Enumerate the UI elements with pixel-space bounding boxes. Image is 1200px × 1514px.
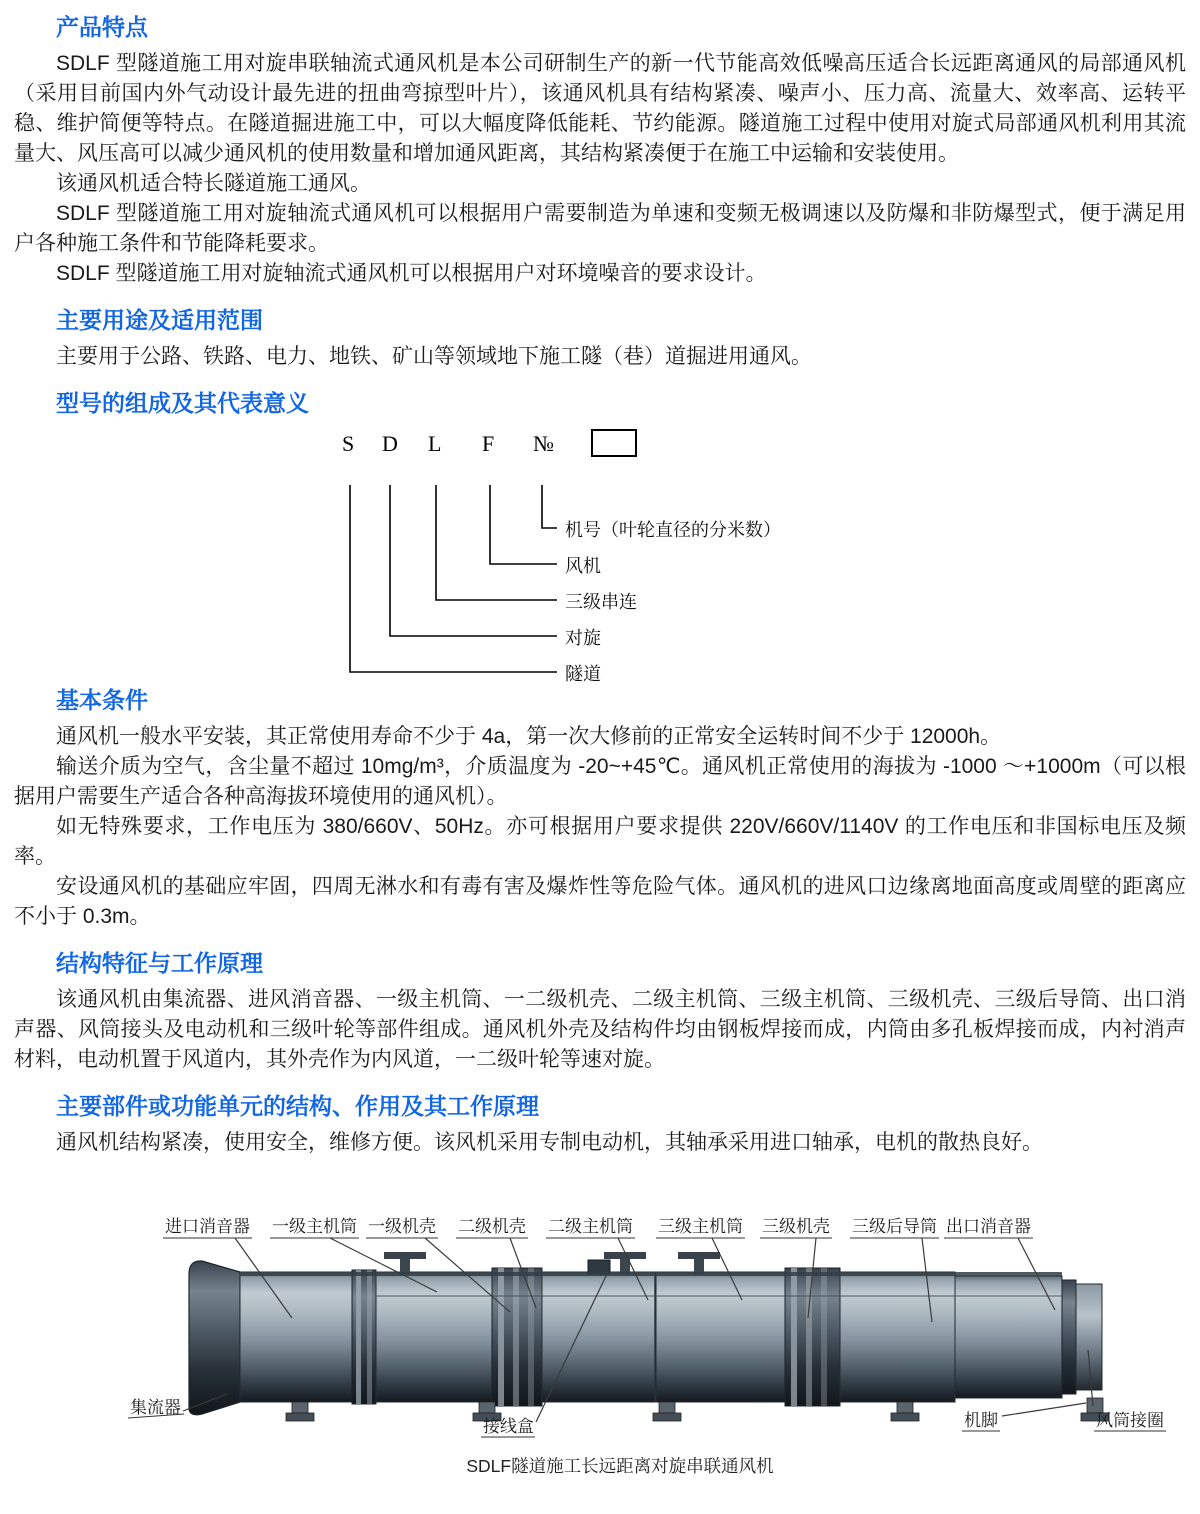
section-heading-parts: 主要部件或功能单元的结构、作用及其工作原理 (56, 1093, 539, 1119)
model-label-fan: 风机 (565, 556, 601, 576)
basics-paragraph-4: 安设通风机的基础应牢固，四周无淋水和有毒有害及爆炸性等危险气体。通风机的进风口边缘离地面高度或周壁的距离应不小于 0.3m。 (14, 875, 1186, 928)
section-heading-features: 产品特点 (56, 14, 148, 40)
outlet-end-cap (1076, 1284, 1102, 1390)
lifting-handle-cap (384, 1252, 426, 1259)
basics-paragraph-3: 如无特殊要求，工作电压为 380/660V、50Hz。亦可根据用户要求提供 220V/660V/1140V 的工作电压和非国标电压及频率。 (14, 815, 1186, 868)
flange-a (352, 1270, 376, 1404)
model-label-contra: 对旋 (565, 628, 601, 648)
top-shade-strip (240, 1272, 1062, 1276)
structure-paragraph: 该通风机由集流器、进风消音器、一级主机筒、一二级机壳、二级主机筒、三级主机筒、三级机壳、三级后导筒、出口消声器、风筒接头及电动机和三级叶轮等部件组成。通风机外壳及结构件均由钢板焊接而成，内筒由多孔板焊接而成，内衬消声材料，电动机置于风道内，其外壳作为内风道，一二级叶轮等速对旋。 (14, 988, 1186, 1071)
stage3-main-barrel-section (656, 1272, 785, 1402)
bottom-labels (130, 1398, 1164, 1436)
flange-a-stripe (356, 1270, 361, 1404)
fan-body-drawing (189, 1252, 1109, 1421)
section-heading-model: 型号的组成及其代表意义 (56, 390, 309, 416)
model-label-tunnel: 隧道 (565, 664, 601, 684)
model-label-three-stage: 三级串连 (565, 592, 637, 612)
parts-paragraph: 通风机结构紧凑，使用安全，维修方便。该风机采用专制电动机，其轴承采用进口轴承，电机的散热良好。 (56, 1131, 1043, 1154)
section-heading-basics: 基本条件 (56, 687, 148, 713)
inlet-silencer-section (240, 1272, 352, 1402)
label-junction-box: 接线盒 (483, 1417, 534, 1436)
label-stage3-guide: 三级后导筒 (852, 1217, 937, 1236)
label-inlet-silencer: 进口消音器 (165, 1217, 250, 1236)
stage1-main-barrel-section (376, 1272, 492, 1402)
label-stage1-barrel: 一级主机筒 (272, 1217, 357, 1236)
lifting-handle (694, 1258, 704, 1274)
model-letter-d: D (382, 431, 398, 456)
features-paragraph-3: SDLF 型隧道施工用对旋轴流式通风机可以根据用户需要制造为单速和变频无极调速以及防爆和非防爆型式，便于满足用户各种施工条件和节能降耗要求。 (14, 202, 1186, 255)
inlet-bell-shape (189, 1261, 240, 1415)
top-labels (165, 1217, 1031, 1236)
features-paragraph-1: SDLF 型隧道施工用对旋串联轴流式通风机是本公司研制生产的新一代节能高效低噪高压适合长远距离通风的局部通风机（采用目前国内外气动设计最先进的扭曲弯掠型叶片），该通风机具有结构紧凑、噪声小、压力高、流量大、效率高、运转平稳、维护简便等特点。在隧道掘进施工中，可以大幅度降低能耗、节约能源。隧道施工过程中使用对旋式局部通风机利用其流量大、风压高可以减少通风机的使用数量和增加通风距离，其结构紧凑便于在施工中运输和安装使用。 (14, 52, 1186, 165)
junction-box-shape (588, 1260, 610, 1274)
flange-a-stripe (367, 1270, 372, 1404)
label-stage2-barrel: 二级主机筒 (548, 1217, 633, 1236)
label-feet: 机脚 (964, 1411, 998, 1430)
model-letter-f: F (482, 431, 495, 456)
duct-ring-shape (1062, 1280, 1076, 1394)
casing-stripe (513, 1268, 519, 1406)
casing-stripe (821, 1268, 827, 1406)
bottom-label-underlines (128, 1414, 1166, 1437)
label-stage1-casing: 一级机壳 (368, 1217, 436, 1236)
features-paragraph-2: 该通风机适合特长隧道施工通风。 (56, 172, 371, 195)
section-heading-usage: 主要用途及适用范围 (56, 307, 263, 333)
model-label-fan-number: 机号（叶轮直径的分米数） (565, 520, 781, 540)
label-collector: 集流器 (130, 1398, 181, 1417)
label-stage3-barrel: 三级主机筒 (658, 1217, 743, 1236)
casing-stripe (791, 1268, 797, 1406)
outlet-silencer-section (955, 1276, 1062, 1398)
label-duct-ring: 风筒接圈 (1096, 1411, 1164, 1430)
figure-caption: SDLF隧道施工长远距离对旋串联通风机 (466, 1456, 774, 1476)
fan-drawing-figure (14, 1200, 1186, 1500)
model-code-diagram (14, 425, 1186, 683)
fan-assembly-drawing (14, 1200, 1186, 1495)
model-letter-l: L (428, 431, 442, 456)
label-stage2-casing: 二级机壳 (458, 1217, 526, 1236)
label-stage3-casing: 三级机壳 (762, 1217, 830, 1236)
lifting-handle (400, 1258, 410, 1274)
features-paragraph-4: SDLF 型隧道施工用对旋轴流式通风机可以根据用户对环境噪音的要求设计。 (56, 262, 767, 285)
lifting-handle-cap (678, 1252, 720, 1259)
label-outlet-silencer: 出口消音器 (946, 1217, 1031, 1236)
stage3-rear-guide-section (840, 1272, 955, 1402)
section-heading-structure: 结构特征与工作原理 (56, 950, 263, 976)
model-letter-s: S (342, 431, 355, 456)
casing-stripe (498, 1268, 504, 1406)
usage-paragraph: 主要用于公路、铁路、电力、地铁、矿山等领域地下施工隧（巷）道掘进用通风。 (56, 345, 812, 368)
model-letter-no: № (533, 431, 554, 456)
model-number-box (591, 429, 637, 457)
basics-paragraph-1: 通风机一般水平安装，其正常使用寿命不少于 4a，第一次大修前的正常安全运转时间不少于 12000h。 (56, 725, 1002, 748)
basics-paragraph-2: 输送介质为空气，含尘量不超过 10mg/m³，介质温度为 -20~+45℃。通风机正常使用的海拔为 -1000 ～+1000m（可以根据用户需要生产适合各种高海拔环境使用的通风机）。 (14, 755, 1186, 808)
